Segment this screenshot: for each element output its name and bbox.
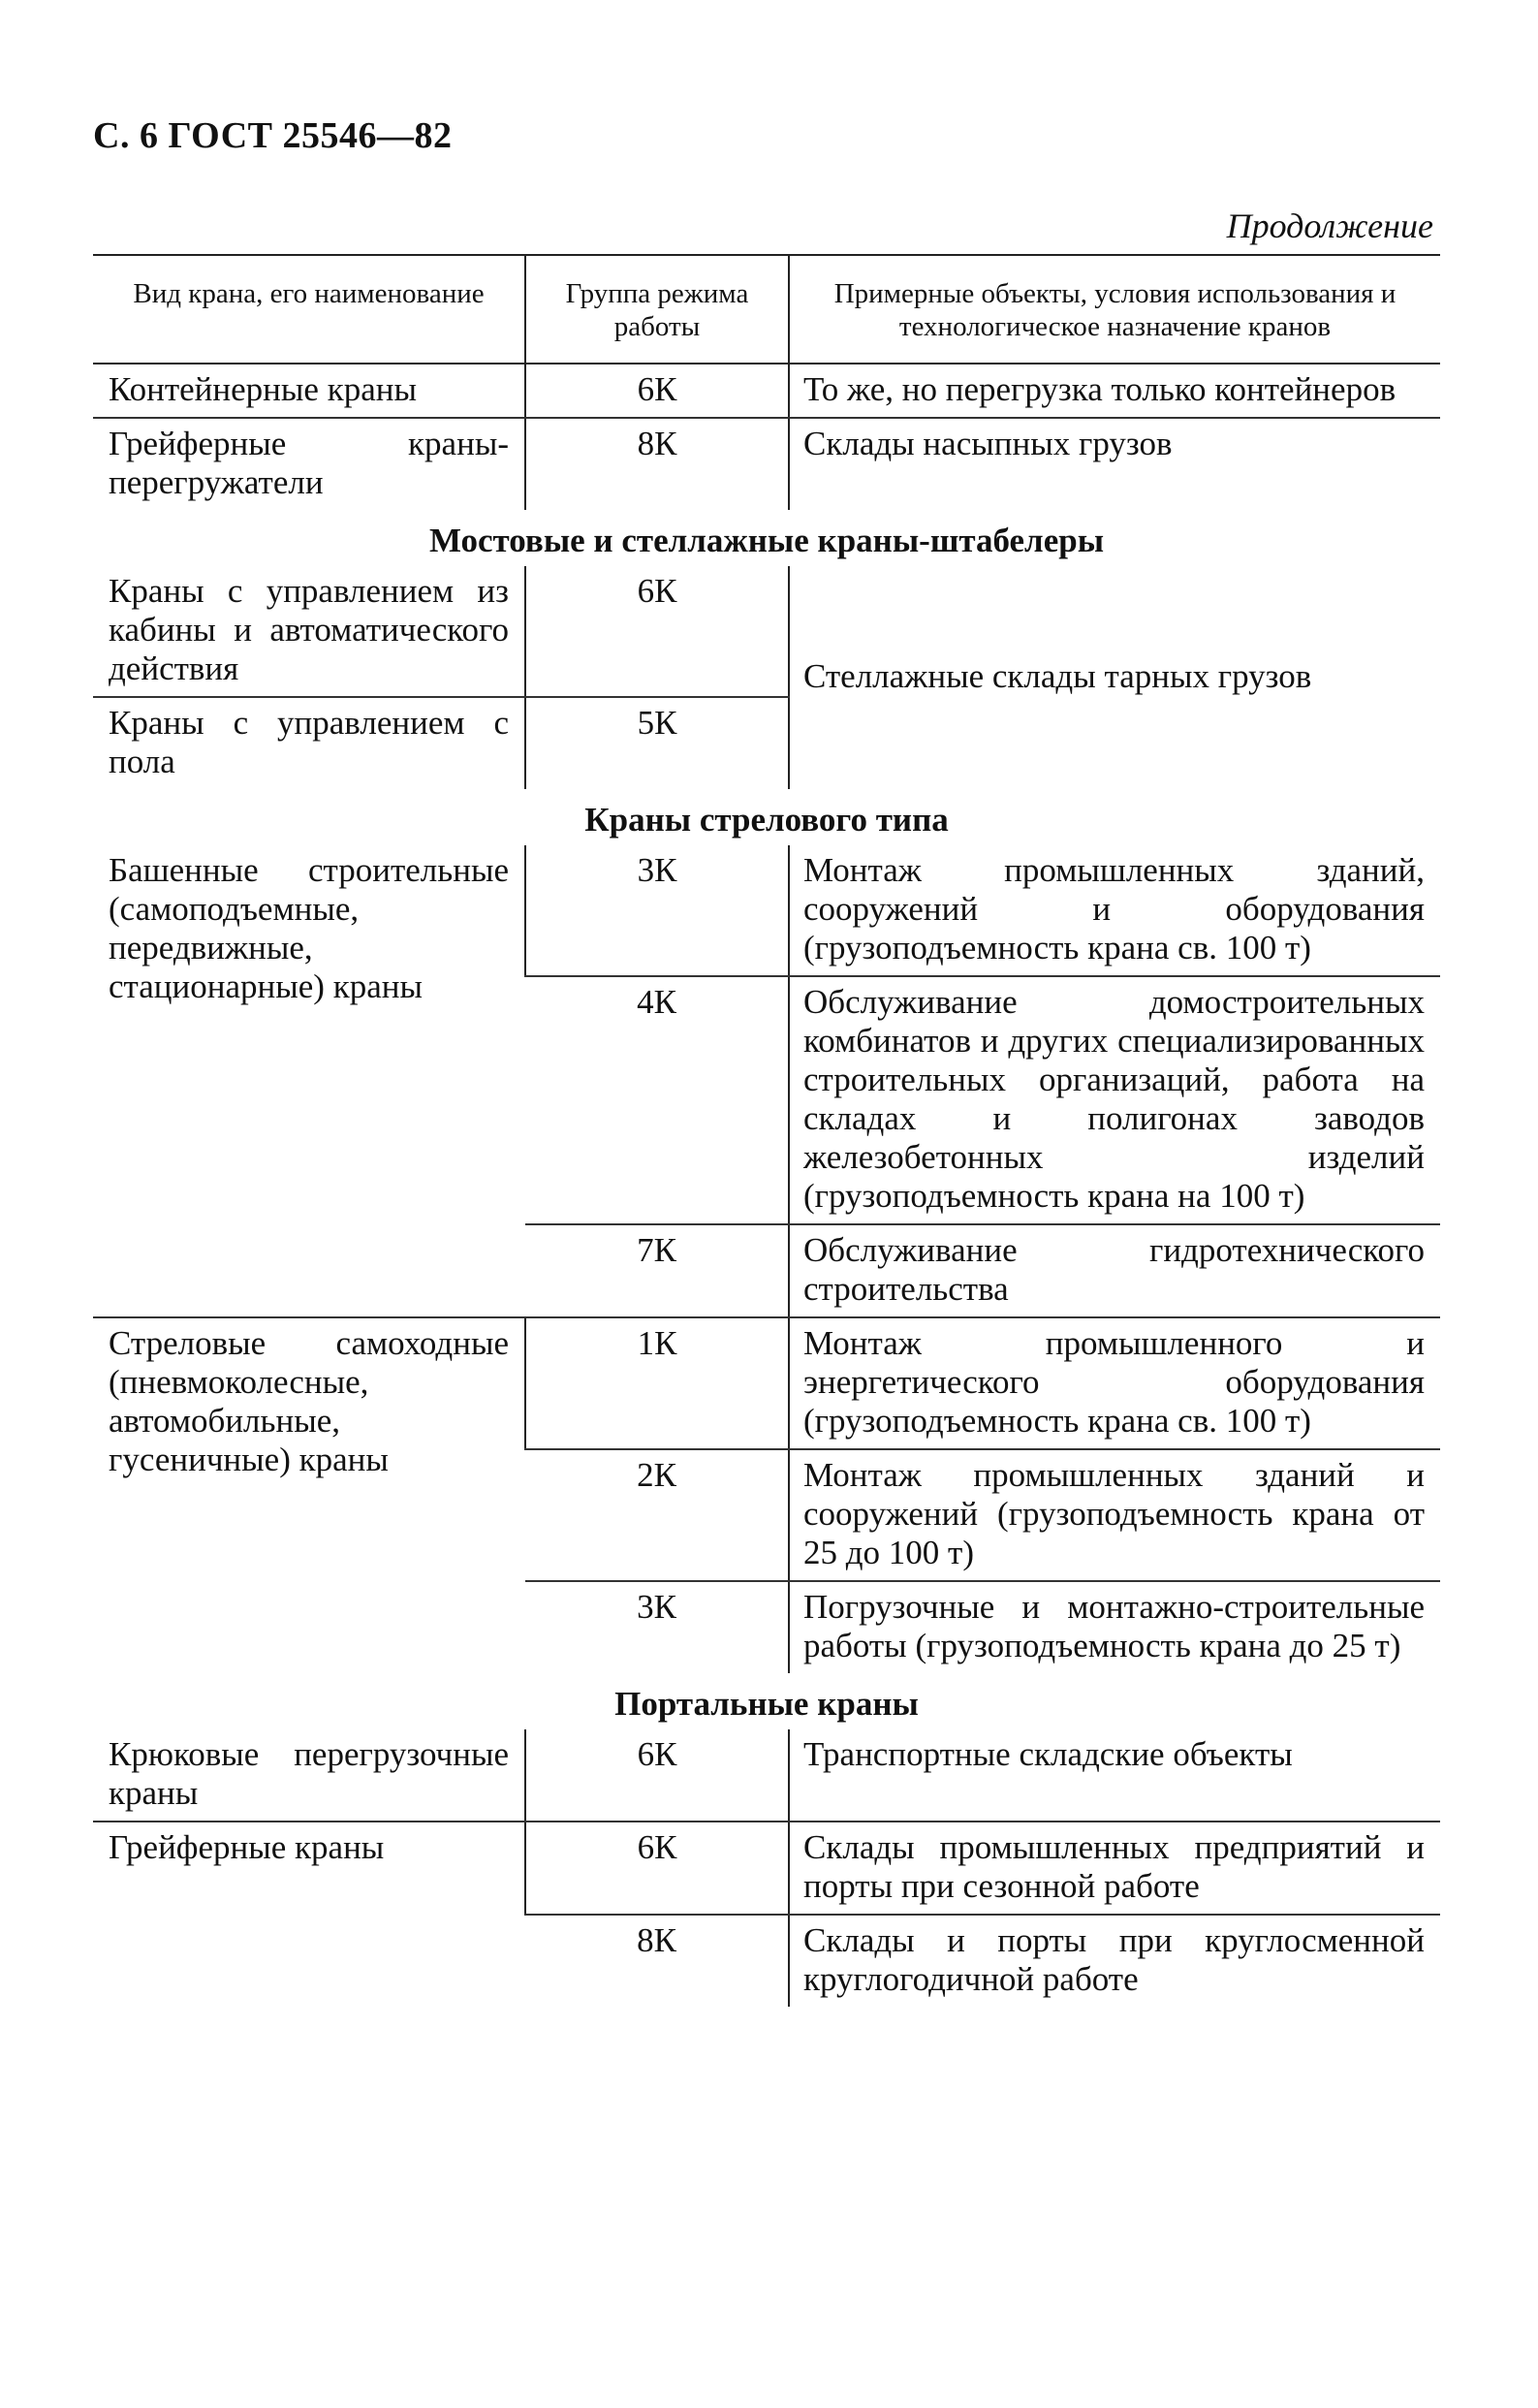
objects-cell: Погрузочные и монтажно-строительные работы (грузоподъемность крана до 25 т) bbox=[789, 1581, 1440, 1673]
mode-group-cell: 3К bbox=[525, 845, 789, 976]
continuation-label: Продолжение bbox=[1226, 206, 1433, 245]
objects-cell: Монтаж промышленных зданий, сооружений и оборудования (грузоподъемность крана св. 100 т) bbox=[789, 845, 1440, 976]
mode-group-cell: 4К bbox=[525, 976, 789, 1224]
mode-group-cell: 6К bbox=[525, 1729, 789, 1822]
crane-type-cell: Стреловые самоходные (пневмоколесные, автомобильные, гусеничные) краны bbox=[109, 1324, 509, 1478]
objects-cell: Стеллажные склады тарных грузов bbox=[789, 566, 1440, 789]
crane-type-cell: Контейнерные краны bbox=[93, 364, 525, 418]
section-heading: Портальные краны bbox=[614, 1685, 919, 1723]
crane-type-cell: Краны с управлением из кабины и автоматического действия bbox=[93, 566, 525, 697]
crane-type-cell: Крюковые перегрузочные краны bbox=[93, 1729, 525, 1822]
mode-group-cell: 3К bbox=[637, 1588, 676, 1626]
section-heading: Краны стрелового типа bbox=[584, 801, 949, 839]
crane-type-cell: Грейферные краны-перегружатели bbox=[109, 425, 509, 501]
objects-cell: Обслуживание гидротехнического строительства bbox=[789, 1224, 1440, 1317]
section-heading-row bbox=[93, 789, 1440, 845]
table-row bbox=[93, 418, 1440, 510]
mode-group-cell: 6К bbox=[525, 1822, 789, 1915]
crane-type-cell: Грейферные краны bbox=[109, 1828, 385, 1866]
column-header-mode-group: Группа режима работы bbox=[525, 255, 789, 364]
column-header-crane-type: Вид крана, его наименование bbox=[93, 255, 525, 364]
mode-group-cell: 2К bbox=[525, 1449, 789, 1581]
table-header-row bbox=[93, 255, 1440, 364]
table-row bbox=[93, 566, 1440, 697]
mode-group-cell: 5К bbox=[525, 697, 789, 789]
mode-group-cell: 8К bbox=[525, 418, 789, 510]
objects-cell: Монтаж промышленного и энергетического оборудования (грузоподъемность крана св. 100 т) bbox=[789, 1317, 1440, 1449]
section-heading-row bbox=[93, 1673, 1440, 1729]
mode-group-cell: 6К bbox=[525, 364, 789, 418]
objects-cell: Склады промышленных предприятий и порты при сезонной работе bbox=[789, 1822, 1440, 1915]
mode-group-cell: 7К bbox=[525, 1224, 789, 1317]
table-row bbox=[93, 1317, 1440, 1449]
table-row bbox=[93, 1822, 1440, 1915]
page-header: С. 6 ГОСТ 25546—82 bbox=[93, 115, 453, 156]
column-header-objects: Примерные объекты, условия использования и технологическое назначение кранов bbox=[789, 255, 1440, 364]
objects-cell: То же, но перегрузка только контейнеров bbox=[789, 364, 1440, 418]
section-heading: Мостовые и стеллажные краны-штабелеры bbox=[428, 522, 1105, 559]
section-heading-row bbox=[93, 510, 1440, 566]
mode-group-cell: 8К bbox=[637, 1921, 676, 1959]
objects-cell: Транспортные складские объекты bbox=[789, 1729, 1440, 1822]
mode-group-cell: 1К bbox=[525, 1317, 789, 1449]
table-row bbox=[93, 845, 1440, 976]
objects-cell: Обслуживание домостроительных комбинатов и других специализированных строительных организаций, работа на складах и полигонах заводов железобетонных изделий (грузоподъемность крана на 100 т) bbox=[789, 976, 1440, 1224]
mode-group-cell: 6К bbox=[525, 566, 789, 697]
objects-cell: Монтаж промышленных зданий и сооружений (грузоподъемность крана от 25 до 100 т) bbox=[789, 1449, 1440, 1581]
crane-type-cell: Краны с управлением с пола bbox=[109, 704, 509, 780]
crane-type-cell: Башенные строительные (самоподъемные, передвижные, стационарные) краны bbox=[93, 845, 525, 1317]
table-row bbox=[93, 364, 1440, 418]
table-row bbox=[93, 1729, 1440, 1822]
crane-modes-table bbox=[93, 254, 1440, 2007]
objects-cell: Склады насыпных грузов bbox=[789, 418, 1440, 510]
objects-cell: Склады и порты при круглосменной круглогодичной работе bbox=[789, 1915, 1440, 2007]
